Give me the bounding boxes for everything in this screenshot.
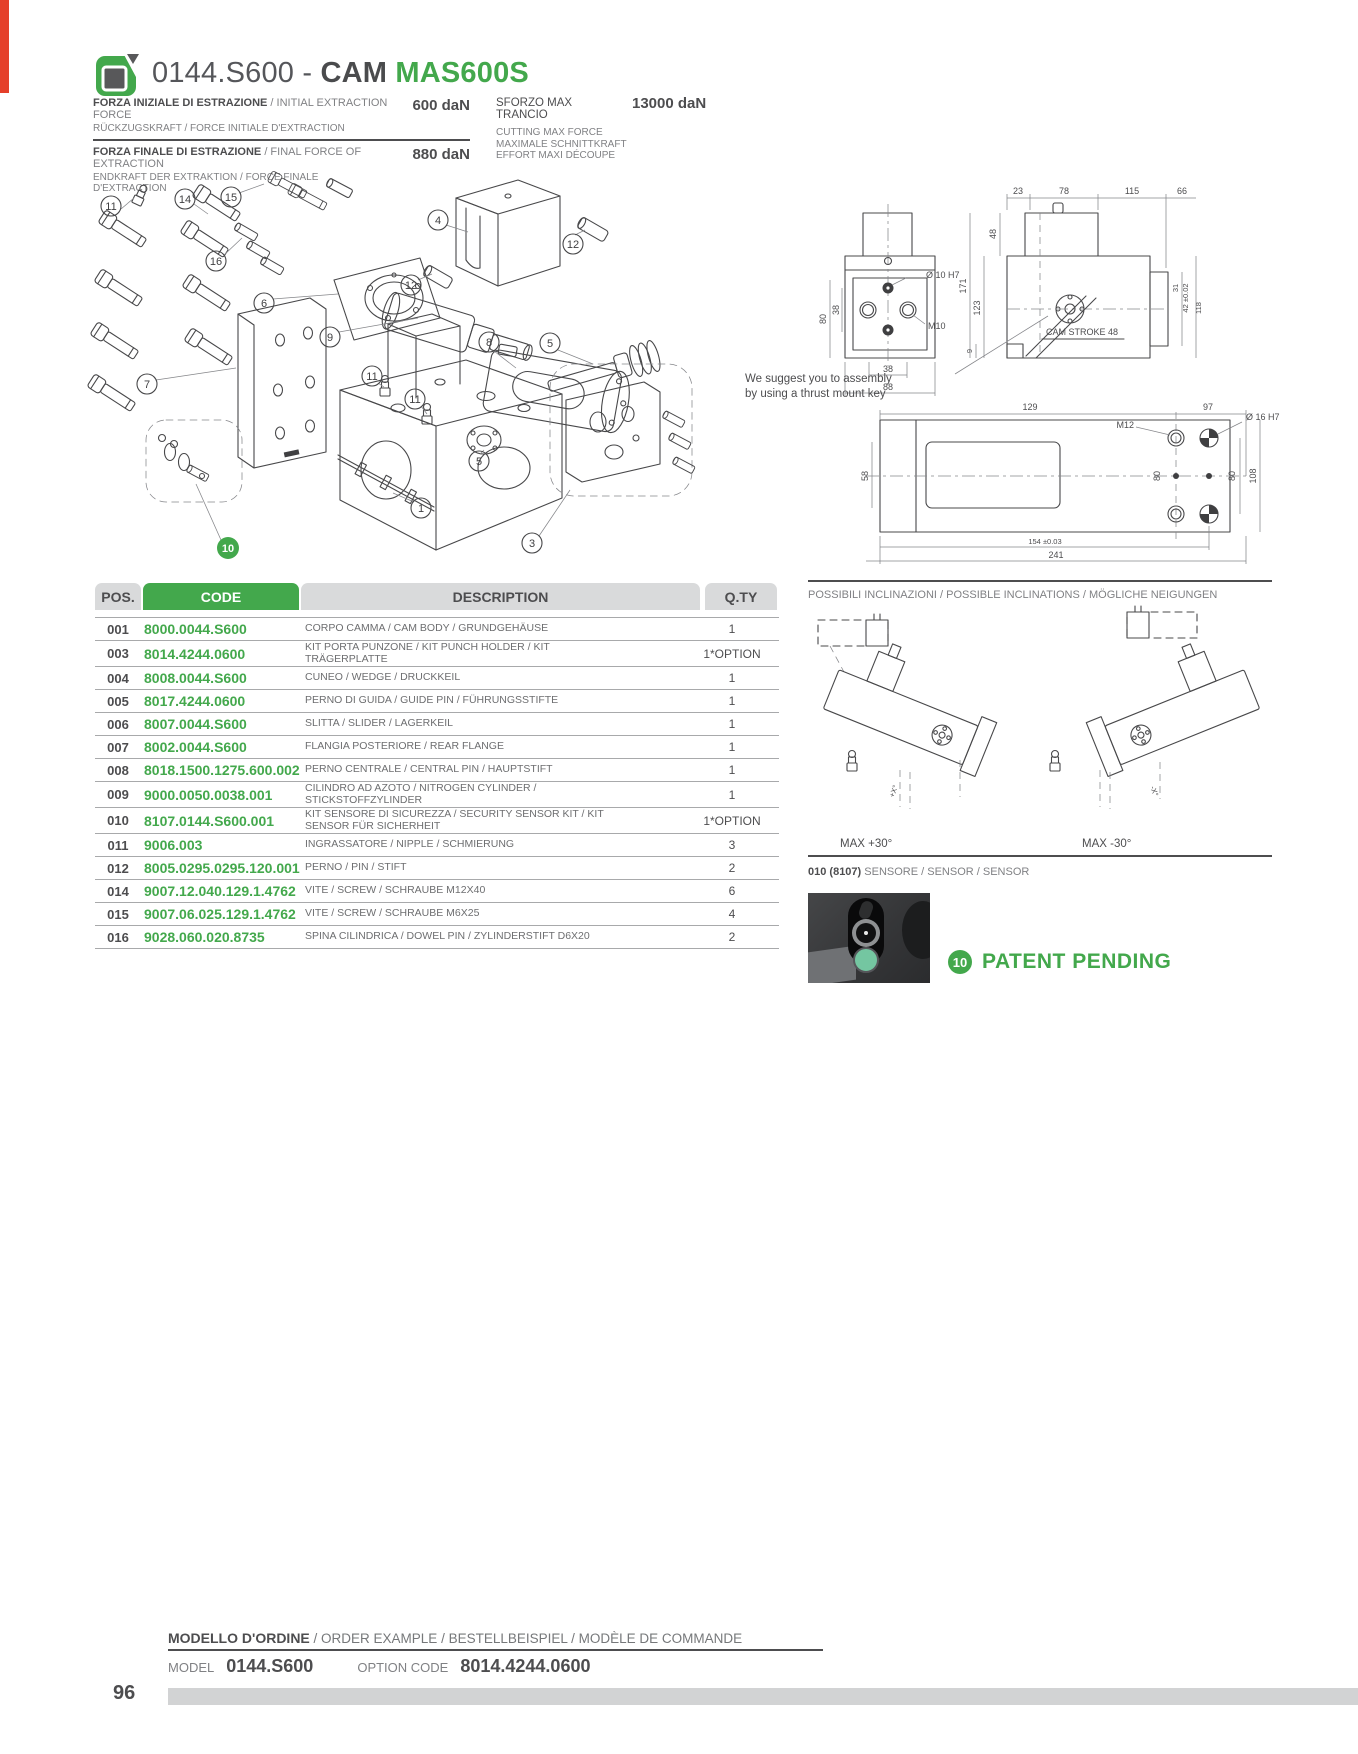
cell-description: PERNO / PIN / STIFT — [305, 861, 407, 874]
spec-label-bold: FORZA INIZIALE DI ESTRAZIONE — [93, 97, 268, 109]
dim-hole10: Ø 10 H7 — [926, 270, 960, 280]
table-row — [95, 903, 779, 926]
page-title — [152, 57, 529, 90]
initial-extraction-row — [93, 97, 470, 134]
sensor-label-rest: SENSORE / SENSOR / SENSOR — [861, 866, 1030, 878]
svg-text:4: 4 — [434, 215, 442, 227]
cell-pos: 006 — [107, 716, 129, 732]
dim-cam-stroke: CAM STROKE 48 — [1045, 327, 1119, 337]
shaft-part5 — [544, 339, 662, 401]
spec-label-rest: / FINAL FORCE OF EXTRACTION — [93, 146, 362, 170]
dim-154: 154 ±0.03 — [1028, 537, 1062, 546]
cell-description: VITE / SCREW / SCHRAUBE M6X25 — [305, 907, 480, 920]
spec-sublabel: RÜCKZUGSKRAFT / FORCE INITIALE D'EXTRACTION — [93, 123, 345, 134]
dim-38: 38 — [882, 364, 894, 374]
cell-pos: 003 — [107, 646, 129, 661]
max-cutting-force-specs — [496, 97, 726, 162]
dim-31: 31 — [1171, 283, 1180, 293]
inclination-left-figure — [818, 614, 1009, 809]
table-row — [95, 641, 779, 667]
cell-description: CORPO CAMMA / CAM BODY / GRUNDGEHÄUSE — [305, 622, 549, 635]
callout-1 — [393, 493, 431, 518]
page-number: 96 — [113, 1682, 136, 1704]
final-force-value: 880 daN — [412, 146, 470, 163]
cell-pos: 015 — [107, 906, 129, 922]
table-row — [95, 926, 779, 949]
callout-5a — [540, 333, 593, 364]
patent-pending-note — [948, 950, 1171, 974]
cell-pos: 010 — [107, 813, 129, 828]
cell-code: 9007.06.025.129.1.4762 — [144, 906, 296, 922]
svg-text:5: 5 — [475, 456, 483, 468]
sensor-green-target — [853, 947, 879, 973]
cell-description: FLANGIA POSTERIORE / REAR FLANGE — [305, 740, 504, 753]
cell-code: 8000.0044.S600 — [144, 621, 247, 637]
max-force-sub-en: CUTTING MAX FORCE — [496, 127, 603, 138]
patent-text: PATENT PENDING — [982, 950, 1172, 973]
cell-qty: 2 — [728, 861, 736, 875]
order-example-row — [168, 1656, 590, 1677]
cell-qty: 2 — [728, 930, 736, 944]
cell-description: SLITTA / SLIDER / LAGERKEIL — [305, 717, 454, 730]
inclinations-title: POSSIBILI INCLINAZIONI / POSSIBLE INCLINATIONS / MÖGLICHE NEIGUNGEN — [808, 589, 1218, 601]
cell-qty: 4 — [728, 907, 736, 921]
bottom-view — [860, 402, 1280, 564]
svg-text:11: 11 — [366, 371, 378, 383]
inclination-right-figure — [1050, 606, 1262, 809]
sensor-kit-part10 — [146, 420, 242, 502]
parts-table-header — [95, 583, 779, 610]
cell-pos: 014 — [107, 883, 129, 899]
spec-divider — [93, 139, 470, 141]
exploded-view-drawing — [88, 168, 788, 568]
callout-4 — [428, 210, 468, 232]
order-title-rest: / ORDER EXAMPLE / BESTELLBEISPIEL / MODÈLE DE COMMANDE — [309, 1631, 743, 1646]
cell-qty: 3 — [728, 838, 736, 852]
title-code: 0144.S600 - — [152, 57, 321, 89]
cell-qty: 1 — [728, 694, 736, 708]
table-row — [95, 667, 779, 690]
sensor-label-bold: 010 (8107) — [808, 866, 862, 878]
dim-171: 171 — [958, 278, 968, 294]
callout-12a — [563, 230, 585, 254]
patent-badge: 10 — [948, 950, 972, 974]
table-row — [95, 618, 779, 641]
cell-description: VITE / SCREW / SCHRAUBE M12X40 — [305, 884, 486, 897]
svg-text:12: 12 — [566, 239, 580, 251]
side-view — [958, 186, 1203, 358]
callout-11 — [101, 196, 134, 216]
angle-minus-x-label: -X° — [1148, 784, 1161, 798]
pins-group-part16 — [234, 222, 285, 275]
cell-description: KIT SENSORE DI SICUREZZA / SECURITY SENSOR KIT / KIT SENSOR FÜR SICHERHEIT — [305, 808, 604, 832]
dim-42: 42 ±0.02 — [1181, 283, 1190, 313]
footer-bar — [168, 1688, 1358, 1705]
parts-table-body — [95, 617, 779, 949]
dim-241: 241 — [1048, 550, 1064, 560]
cell-description: INGRASSATORE / NIPPLE / SCHMIERUNG — [305, 838, 515, 851]
cell-code: 9028.060.020.8735 — [144, 929, 265, 945]
dim-80-right: 80 — [1227, 470, 1237, 482]
table-row — [95, 713, 779, 736]
table-row — [95, 759, 779, 782]
svg-text:11: 11 — [105, 201, 117, 213]
cell-pos: 005 — [107, 693, 129, 709]
order-title-bold: MODELLO D'ORDINE — [168, 1630, 310, 1646]
cell-qty: 1 — [728, 671, 736, 685]
dim-9: 9 — [965, 348, 974, 354]
order-title-rule — [168, 1649, 823, 1651]
header-qty: Q.TY — [705, 583, 777, 610]
svg-text:1: 1 — [417, 503, 425, 515]
cell-code: 8014.4244.0600 — [144, 645, 246, 662]
parts-table — [95, 583, 779, 949]
svg-text:10: 10 — [221, 543, 235, 555]
cell-code: 9007.12.040.129.1.4762 — [144, 883, 296, 899]
spec-sublabel: ENDKRAFT DER EXTRAKTION / FORCE FINALE D'EXTRACTION — [93, 172, 319, 194]
cell-code: 8002.0044.S600 — [144, 739, 247, 755]
table-row — [95, 808, 779, 834]
cell-pos: 016 — [107, 929, 129, 945]
cell-pos: 011 — [107, 837, 129, 853]
callout-6 — [254, 293, 338, 313]
angle-plus-x-label: +X° — [887, 783, 900, 799]
inclinations-drawing — [800, 612, 1300, 837]
cell-code: 8005.0295.0295.120.001 — [144, 860, 300, 876]
max-force-sub-de: MAXIMALE SCHNITTKRAFT — [496, 138, 627, 150]
sensor-glint — [864, 931, 868, 935]
cell-code: 9000.0050.0038.001 — [144, 786, 273, 803]
spec-label-rest: / INITIAL EXTRACTION FORCE — [93, 97, 388, 121]
brand-logo-icon — [94, 51, 142, 99]
cell-pos: 007 — [107, 739, 129, 755]
slider-part8 — [482, 343, 635, 435]
callout-10-green — [196, 484, 239, 559]
cell-code: 9006.003 — [144, 837, 203, 853]
nipple-part11-top — [132, 183, 150, 206]
cell-qty: 6 — [728, 884, 736, 898]
dim-58: 58 — [860, 470, 870, 482]
dim-23: 23 — [1012, 186, 1024, 196]
svg-text:14: 14 — [178, 194, 192, 206]
cell-pos: 009 — [107, 787, 129, 802]
cell-qty: 1 — [728, 763, 736, 777]
cell-qty: 1*OPTION — [703, 813, 761, 828]
order-example-title — [168, 1630, 742, 1648]
dim-88: 88 — [882, 382, 894, 392]
callout-3 — [522, 490, 570, 553]
cell-description: CUNEO / WEDGE / DRUCKKEIL — [305, 671, 461, 684]
svg-text:3: 3 — [528, 538, 536, 550]
cell-code: 8017.4244.0600 — [144, 693, 246, 709]
cell-description: PERNO CENTRALE / CENTRAL PIN / HAUPTSTIFT — [305, 763, 553, 776]
cell-description: SPINA CILINDRICA / DOWEL PIN / ZYLINDERSTIFT D6X20 — [305, 930, 590, 943]
rear-flange-group-part3 — [550, 364, 695, 496]
dim-118: 118 — [1194, 302, 1203, 314]
dim-80-bottom: 80 — [1152, 470, 1162, 482]
dim-129: 129 — [1022, 402, 1038, 412]
dim-38v: 38 — [831, 304, 841, 316]
assembly-note — [745, 372, 892, 402]
cell-code: 8008.0044.S600 — [144, 670, 247, 686]
callout-9 — [320, 318, 418, 347]
table-row — [95, 736, 779, 759]
max-plus-label: MAX +30° — [840, 838, 893, 850]
cell-code: 8018.1500.1275.600.002 — [144, 762, 300, 778]
cell-qty: 1 — [728, 740, 736, 754]
table-row — [95, 782, 779, 808]
header-description: DESCRIPTION — [301, 583, 700, 610]
svg-text:12: 12 — [404, 280, 418, 292]
max-force-value: 13000 daN — [632, 95, 707, 112]
rear-plate-part7 — [238, 298, 326, 468]
callout-15 — [221, 184, 264, 207]
table-row — [95, 834, 779, 857]
cell-code: 8007.0044.S600 — [144, 716, 247, 732]
cylinder-part9 — [379, 291, 537, 372]
sensor-photo — [808, 893, 930, 983]
callout-7 — [137, 368, 236, 394]
wedge-block-part4 — [456, 180, 560, 286]
svg-text:11: 11 — [409, 394, 421, 406]
header-pos: POS. — [95, 583, 141, 610]
header-code: CODE — [143, 583, 299, 610]
dim-97: 97 — [1202, 402, 1214, 412]
cell-pos: 008 — [107, 762, 129, 778]
dim-66: 66 — [1176, 186, 1188, 196]
dim-108: 108 — [1248, 468, 1258, 484]
cell-code: 8107.0144.S600.001 — [144, 812, 275, 829]
dimensioned-views-drawing — [730, 168, 1305, 568]
dim-m12: M12 — [1116, 420, 1134, 430]
callout-16 — [206, 238, 242, 271]
svg-text:16: 16 — [209, 256, 223, 268]
dim-78: 78 — [1058, 186, 1070, 196]
cell-pos: 001 — [107, 621, 129, 637]
corner-red-stripe — [0, 0, 9, 93]
svg-text:5: 5 — [546, 338, 554, 350]
max-minus-label: MAX -30° — [1082, 838, 1132, 850]
flange-part5-low — [467, 426, 501, 454]
table-row — [95, 857, 779, 880]
cell-description: CILINDRO AD AZOTO / NITROGEN CYLINDER / STICKSTOFFZYLINDER — [305, 782, 537, 806]
svg-text:15: 15 — [224, 192, 238, 204]
option-code-value: 8014.4244.0600 — [460, 1656, 591, 1676]
table-row — [95, 690, 779, 713]
note-leader-line — [955, 316, 1048, 374]
dim-m10: M10 — [928, 321, 946, 331]
initial-force-value: 600 daN — [412, 97, 470, 114]
front-view — [818, 204, 960, 396]
svg-text:7: 7 — [143, 379, 151, 391]
callout-14 — [175, 189, 208, 214]
dim-hole16: Ø 16 H7 — [1246, 412, 1280, 422]
dim-115: 115 — [1124, 186, 1140, 196]
assembly-note-line2: by using a thrust mount key — [745, 388, 886, 400]
section-divider — [808, 855, 1272, 857]
max-force-sub-fr: EFFORT MAXI DÉCOUPE — [496, 150, 616, 161]
assembly-note-line1: We suggest you to assembly — [745, 373, 892, 385]
spec-label-bold: FORZA FINALE DI ESTRAZIONE — [93, 146, 262, 158]
cell-qty: 1*OPTION — [703, 646, 761, 661]
model-label: MODEL — [168, 1660, 215, 1675]
dim-123: 123 — [972, 300, 982, 316]
callout-11b — [362, 366, 384, 387]
cell-pos: 012 — [107, 860, 129, 876]
svg-text:8: 8 — [485, 337, 493, 349]
cell-qty: 1 — [728, 717, 736, 731]
photo-dark-hole — [902, 901, 930, 959]
dim-48: 48 — [988, 228, 998, 240]
screws-group-part15 — [267, 171, 353, 212]
cell-description: KIT PORTA PUNZONE / KIT PUNCH HOLDER / KIT TRÄGERPLATTE — [305, 641, 550, 665]
title-model: MAS600S — [395, 57, 529, 89]
section-divider — [808, 580, 1272, 582]
dim-80: 80 — [818, 313, 828, 325]
max-force-label: SFORZO MAX TRANCIO — [496, 97, 573, 121]
table-row — [95, 880, 779, 903]
model-value: 0144.S600 — [226, 1656, 314, 1676]
sensor-section-label — [808, 866, 1029, 878]
title-cam: CAM — [320, 57, 396, 89]
cell-description: PERNO DI GUIDA / GUIDE PIN / FÜHRUNGSSTIFTE — [305, 694, 559, 707]
svg-text:9: 9 — [326, 332, 334, 344]
cell-qty: 1 — [728, 787, 736, 802]
option-code-label: OPTION CODE — [357, 1660, 449, 1675]
cell-pos: 004 — [107, 670, 129, 686]
cell-qty: 1 — [728, 622, 736, 636]
svg-text:6: 6 — [260, 298, 268, 310]
